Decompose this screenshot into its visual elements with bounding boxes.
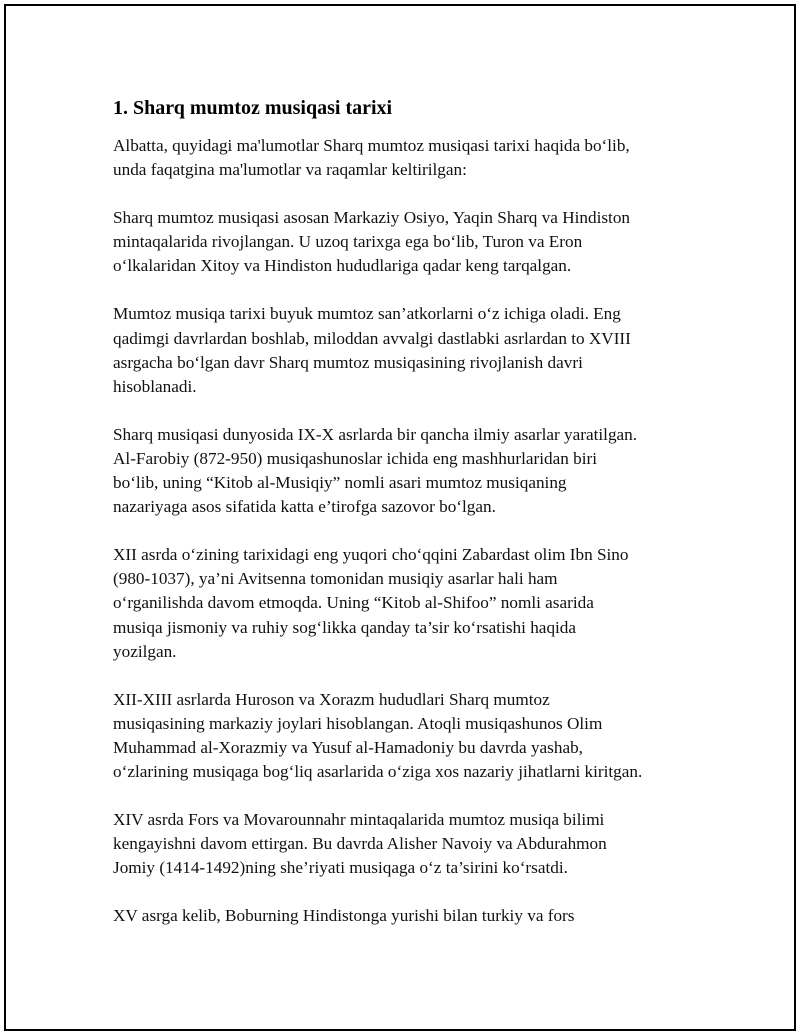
text-line: Sharq mumtoz musiqasi asosan Markaziy Osiyo, Yaqin Sharq va Hindiston [113,208,631,228]
text-line: Al-Farobiy (872-950) musiqashunoslar ichida eng mashhurlaridan biri [113,448,598,468]
text-line: Albatta, quyidagi ma'lumotlar Sharq mumtoz musiqasi tarixi haqida bo‘lib, [113,136,630,155]
paragraph [113,302,698,398]
section-heading: 1. Sharq mumtoz musiqasi tarixi [113,97,393,119]
text-line: Sharq musiqasi dunyosida IX-X asrlarda bir qancha ilmiy asarlar yaratilgan. [113,424,638,444]
text-line: mintaqalarida rivojlangan. U uzoq tarixga ega bo‘lib, Turon va Eron [113,232,583,252]
document-body [113,94,698,952]
text-line: Muhammad al-Xorazmiy va Yusuf al-Hamadoniy bu davrda yashab, [113,737,583,757]
text-line: unda faqatgina ma'lumotlar va raqamlar keltirilgan: [113,160,467,180]
text-line: XIV asrda Fors va Movarounnahr mintaqalarida mumtoz musiqa bilimi [113,810,605,830]
text-line: bo‘lib, uning “Kitob al-Musiqiy” nomli asari mumtoz musiqaning [113,473,567,493]
text-line: o‘zlarining musiqaga bog‘liq asarlarida o‘ziga xos nazariy jihatlarni kiritgan. [113,761,643,781]
text-line: o‘lkalaridan Xitoy va Hindiston hududlariga qadar keng tarqalgan. [113,256,572,276]
text-line: Mumtoz musiqa tarixi buyuk mumtoz san’atkorlarni o‘z ichiga oladi. Eng [113,304,621,324]
paragraph [113,543,698,663]
text-line: qadimgi davrlardan boshlab, miloddan avvalgi dastlabki asrlardan to XVIII [113,328,631,348]
text-line: nazariyaga asos sifatida katta e’tirofga sazovor bo‘lgan. [113,497,496,517]
paragraph [113,134,698,182]
paragraph [113,688,698,784]
text-line: kengayishni davom ettirgan. Bu davrda Alisher Navoiy va Abdurahmon [113,834,607,854]
text-line: musiqa jismoniy va ruhiy sog‘likka qanday ta’sir ko‘rsatishi haqida [113,617,577,637]
paragraph [113,904,698,928]
text-line: Jomiy (1414-1492)ning she’riyati musiqaga o‘z ta’sirini ko‘rsatdi. [113,858,568,878]
text-line: musiqasining markaziy joylari hisoblangan. Atoqli musiqashunos Olim [113,713,603,733]
text-line: (980-1037), ya’ni Avitsenna tomonidan musiqiy asarlar hali ham [113,569,558,589]
text-line: asrgacha bo‘lgan davr Sharq mumtoz musiqasining rivojlanish davri [113,352,583,372]
text-line: yozilgan. [113,641,177,661]
paragraph [113,206,698,278]
paragraph [113,808,698,880]
paragraph [113,423,698,519]
text-line: o‘rganilishda davom etmoqda. Uning “Kitob al-Shifoo” nomli asarida [113,593,594,613]
text-line: XV asrga kelib, Boburning Hindistonga yurishi bilan turkiy va fors [113,906,575,926]
text-line: hisoblanadi. [113,376,197,396]
text-line: XII asrda o‘zining tarixidagi eng yuqori cho‘qqini Zabardast olim Ibn Sino [113,545,629,565]
text-line: XII-XIII asrlarda Huroson va Xorazm hududlari Sharq mumtoz [113,689,550,709]
